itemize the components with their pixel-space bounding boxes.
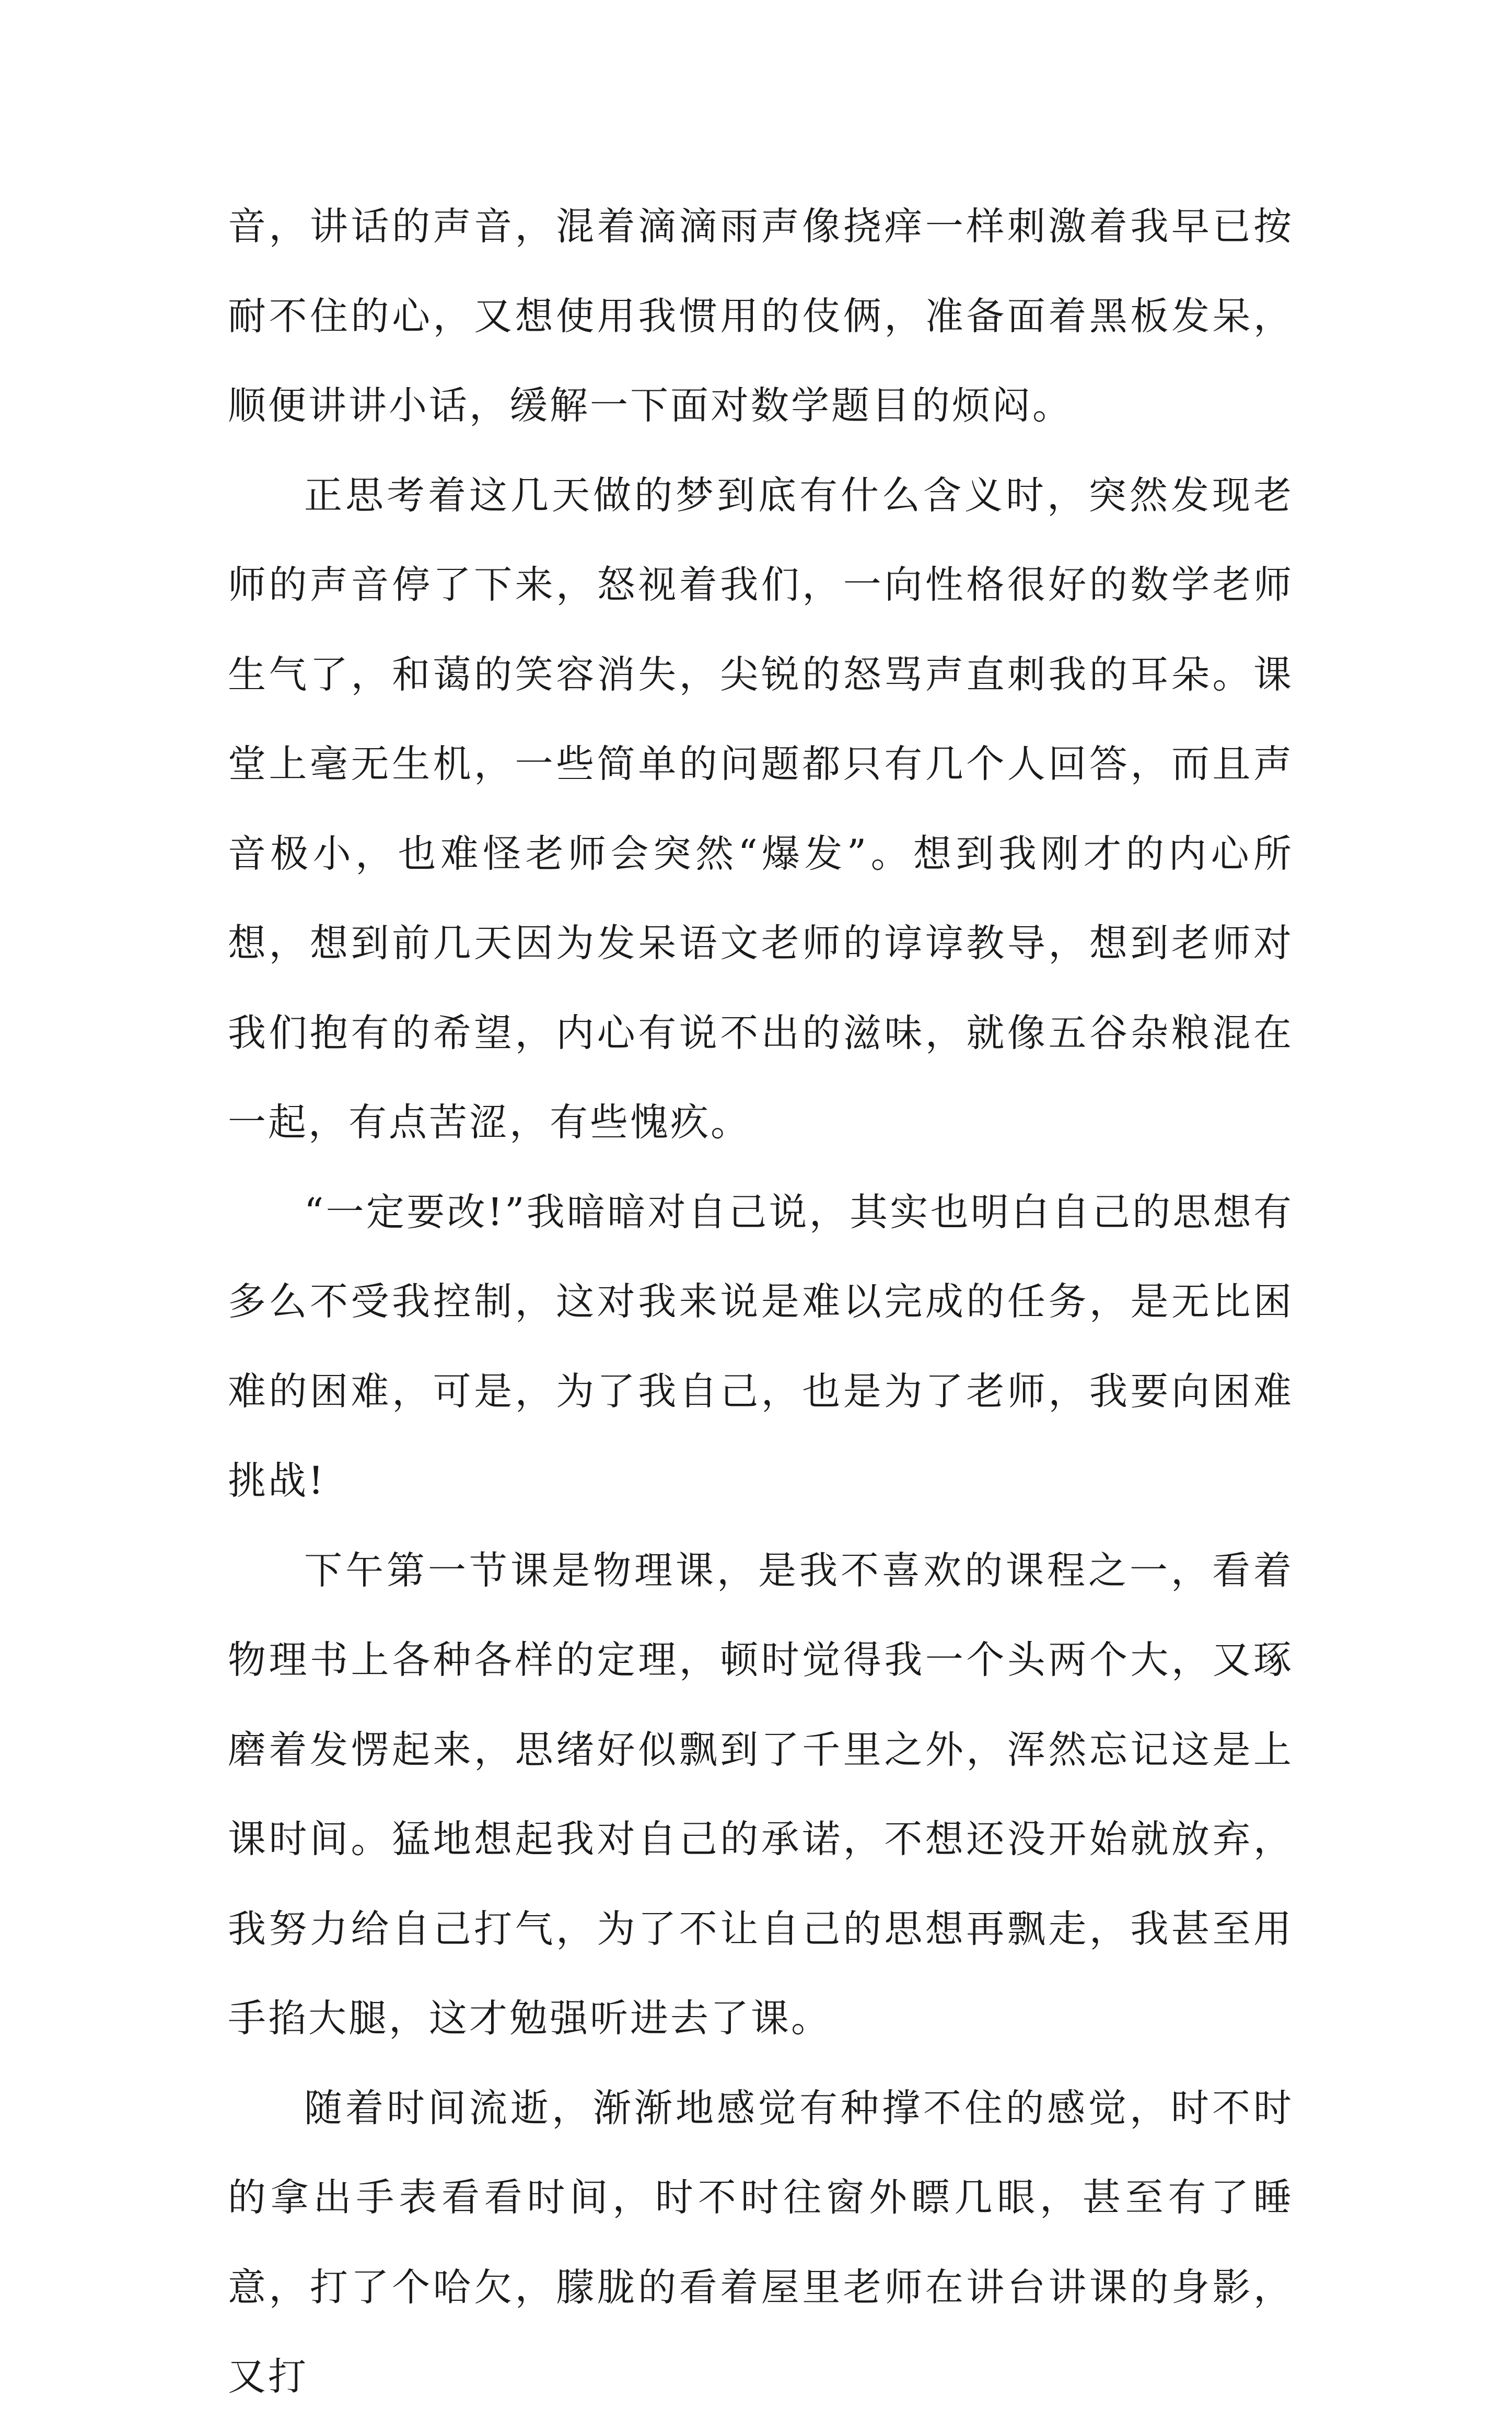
paragraph-2: 正思考着这几天做的梦到底有什么含义时，突然发现老师的声音停了下来，怒视着我们，一向性格很好的数学老师生气了，和蔼的笑容消失，尖锐的怒骂声直刺我的耳朵。课堂上毫无生机，一些简单的问题都只有几个人回答，而且声音极小，也难怪老师会突然“爆发”。想到我刚才的内心所想，想到前几天因为发呆语文老师的谆谆教导，想到老师对我们抱有的希望，内心有说不出的滋味，就像五谷杂粮混在一起，有点苦涩，有些愧疚。 xyxy=(228,473,1294,1145)
paragraph-1: 音，讲话的声音，混着滴滴雨声像挠痒一样刺激着我早已按耐不住的心，又想使用我惯用的伎俩，准备面着黑板发呆，顺便讲讲小话，缓解一下面对数学题目的烦闷。 xyxy=(228,204,1294,428)
document-body xyxy=(228,182,1294,2422)
paragraph-3: “一定要改!”我暗暗对自己说，其实也明白自己的思想有多么不受我控制，这对我来说是难以完成的任务，是无比困难的困难，可是，为了我自己，也是为了老师，我要向困难挑战! xyxy=(228,1190,1294,1503)
paragraph-4: 下午第一节课是物理课，是我不喜欢的课程之一，看着物理书上各种各样的定理，顿时觉得我一个头两个大，又琢磨着发愣起来，思绪好似飘到了千里之外，浑然忘记这是上课时间。猛地想起我对自己的承诺，不想还没开始就放弃，我努力给自己打气，为了不让自己的思想再飘走，我甚至用手掐大腿，这才勉强听进去了课。 xyxy=(228,1548,1294,2041)
paragraph-5: 随着时间流逝，渐渐地感觉有种撑不住的感觉，时不时的拿出手表看看时间，时不时往窗外瞟几眼，甚至有了睡意，打了个哈欠，朦胧的看着屋里老师在讲台讲课的身影，又打 xyxy=(228,2086,1294,2399)
